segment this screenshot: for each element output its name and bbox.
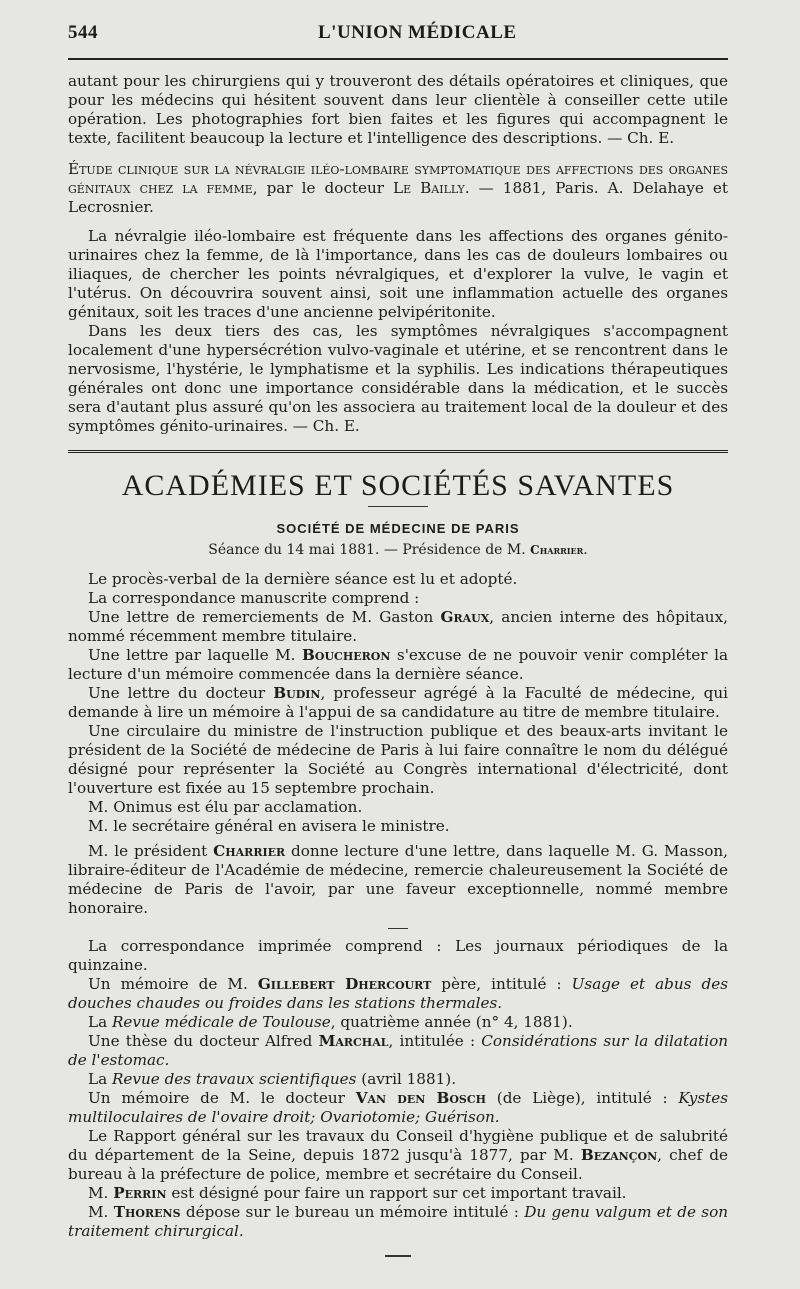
minutes-paragraph: La Revue médicale de Toulouse, quatrième année (n° 4, 1881).: [88, 1013, 573, 1031]
review-heading: Étude clinique sur la névralgie iléo-lombaire symptomatique des affections des organes génitaux chez la femme, par le docteur Le Bailly. — 1881, Paris. A. Delahaye et Lecrosnier.: [68, 160, 728, 216]
review-author: Le Bailly: [393, 179, 465, 197]
header-rule: [68, 58, 728, 60]
minutes-paragraph: La Revue des travaux scientifiques (avril 1881).: [88, 1070, 457, 1088]
running-head: [68, 22, 728, 52]
title-underline: [368, 506, 428, 507]
page-number: 544: [68, 22, 98, 43]
review-paragraph-2: Dans les deux tiers des cas, les symptômes névralgiques s'accompagnent localement d'une hypersécrétion vulvo-vaginale et utérine, et se rencontrent dans le nervosisme, l'hystérie, le lymphatisme et la syphilis. Les indications thérapeutiques générales ont donc une importance considérable dans la médication, et le succès sera d'autant plus assuré qu'on les associera au traitement local de la douleur et des symptômes génito-urinaires. — Ch. E.: [68, 322, 728, 435]
minutes-paragraph: M. Onimus est élu par acclamation.: [88, 798, 363, 816]
section-title: ACADÉMIES ET SOCIÉTÉS SAVANTES: [121, 469, 675, 502]
minutes-paragraph: M. le président Charrier donne lecture d'une lettre, dans laquelle M. G. Masson, libraire-éditeur de l'Académie de médecine, remercie chaleureusement la Société de médecine de Paris de l'avoir, par une faveur exceptionnelle, nommé membre honoraire.: [68, 842, 728, 917]
end-rule: [385, 1255, 411, 1257]
minutes-paragraph: La correspondance manuscrite comprend :: [88, 589, 420, 607]
review-title: Étude clinique sur la névralgie iléo-lombaire symptomatique des affections des organes génitaux chez la femme,: [68, 160, 728, 197]
minutes-paragraph: Une circulaire du ministre de l'instruction publique et des beaux-arts invitant le président de la Société de médecine de Paris à lui faire connaître le nom du délégué désigné pour représenter la Société au Congrès international d'électricité, dont l'ouverture est fixée au 15 septembre prochain.: [68, 722, 728, 797]
review-paragraph-1: La névralgie iléo-lombaire est fréquente dans les affections des organes génito-urinaires chez la femme, de là l'importance, dans les cas de douleurs lombaires ou iliaques, de chercher les points névralgiques, et d'explorer la vulve, le vagin et l'utérus. On découvrira souvent ainsi, soit une inflammation actuelle des organes génitaux, soit les traces d'une ancienne pelvipéritonite.: [68, 227, 728, 321]
journal-title: L'UNION MÉDICALE: [318, 22, 517, 43]
minutes-paragraph: Le Rapport général sur les travaux du Conseil d'hygiène publique et de salubrité du département de la Seine, depuis 1872 jusqu'à 1877, par M. Bezançon, chef de bureau à la préfecture de police, membre et secrétaire du Conseil.: [68, 1127, 728, 1183]
society-heading: SOCIÉTÉ DE MÉDECINE DE PARIS: [276, 521, 520, 536]
minutes-paragraph: Le procès-verbal de la dernière séance est lu et adopté.: [88, 570, 518, 588]
paragraph-dash: [388, 928, 408, 929]
minutes-paragraph: La correspondance imprimée comprend : Les journaux périodiques de la quinzaine.: [68, 937, 728, 974]
minutes-paragraph: Une lettre de remerciements de M. Gaston Graux, ancien interne des hôpitaux, nommé récemment membre titulaire.: [68, 608, 728, 645]
minutes-paragraph: M. Perrin est désigné pour faire un rapport sur cet important travail.: [88, 1184, 627, 1202]
minutes-paragraph: M. Thorens dépose sur le bureau un mémoire intitulé : Du genu valgum et de son traitement chirurgical.: [68, 1203, 728, 1240]
president-name: Charrier: [530, 543, 584, 557]
minutes-paragraph: Une thèse du docteur Alfred Marchal, intitulée : Considérations sur la dilatation de l'estomac.: [68, 1032, 729, 1069]
section-separator: [68, 450, 728, 456]
minutes-paragraph: Une lettre du docteur Budin, professeur agrégé à la Faculté de médecine, qui demande à lire un mémoire à l'appui de sa candidature au titre de membre titulaire.: [68, 684, 729, 721]
minutes-paragraph: Un mémoire de M. le docteur Van den Bosch (de Liège), intitulé : Kystes multiloculaires de l'ovaire droit; Ovariotomie; Guérison.: [68, 1089, 728, 1126]
minutes-body: [68, 570, 728, 1257]
review-intro-paragraph: autant pour les chirurgiens qui y trouveront des détails opératoires et cliniques, que pour les médecins qui hésitent souvent dans leur clientèle à conseiller cette utile opération. Les photographies fort bien faites et les figures qui accompagnent le texte, facilitent beaucoup la lecture et l'intelligence des descriptions. — Ch. E.: [68, 72, 728, 147]
minutes-paragraph: Une lettre par laquelle M. Boucheron s'excuse de ne pouvoir venir compléter la lecture d'un mémoire commencée dans la dernière séance.: [68, 646, 728, 683]
minutes-paragraph: M. le secrétaire général en avisera le ministre.: [88, 817, 450, 835]
minutes-paragraph: Un mémoire de M. Gillebert Dhercourt père, intitulé : Usage et abus des douches chaudes ou froides dans les stations thermales.: [68, 975, 728, 1012]
seance-line: Séance du 14 mai 1881. — Présidence de M. Charrier.: [208, 542, 588, 558]
